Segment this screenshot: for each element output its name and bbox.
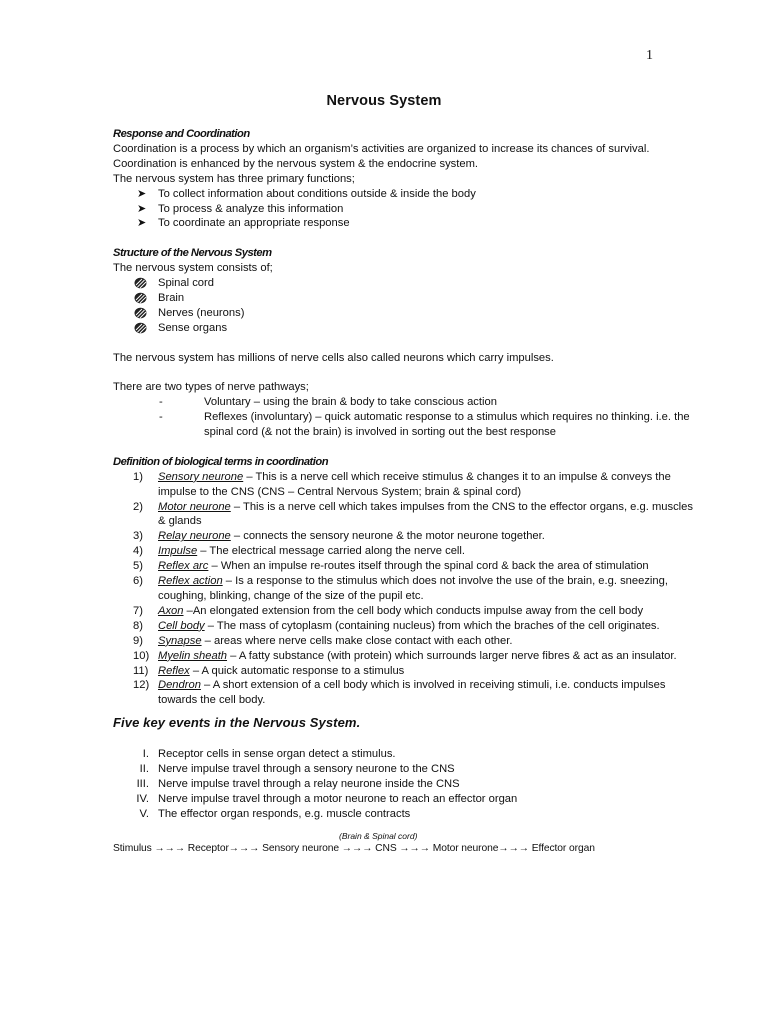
- term: Axon: [158, 604, 184, 617]
- definition: – This is a nerve cell which takes impulses from the CNS to the effector organs, e.g. muscles: [230, 500, 693, 513]
- arrow-bullet-icon: ➤: [137, 202, 147, 215]
- definition: – A fatty substance (with protein) which surrounds larger nerve fibres & act as an insulator.: [227, 649, 677, 662]
- definition: – When an impulse re-routes itself through the spinal cord & back the area of stimulation: [208, 560, 649, 573]
- section-heading-structure: Structure of the Nervous System: [113, 247, 272, 260]
- definition-item: [113, 500, 693, 530]
- pathway-flow-line: Stimulus →→→ Receptor→→→ Sensory neurone →→→ CNS →→→ Motor neurone→→→ Effector organ: [113, 842, 595, 854]
- hatched-disc-bullet-icon: [134, 292, 147, 304]
- hatched-disc-bullet-icon: [134, 307, 147, 319]
- list-item: Brain: [113, 291, 653, 306]
- item-number: 6): [133, 575, 143, 588]
- term: Reflex action: [158, 575, 223, 588]
- term: Sensory neurone: [158, 470, 244, 483]
- definition: – The mass of cytoplasm (containing nucleus) from which the braches of the cell originates.: [204, 619, 660, 632]
- section-heading-response-coordination: Response and Coordination: [113, 128, 250, 140]
- item-number: 9): [133, 634, 143, 647]
- event-item: [113, 747, 653, 762]
- roman-numeral: III.: [136, 777, 149, 790]
- definition: –An elongated extension from the cell body which conducts impulse away from the cell body: [183, 604, 644, 617]
- list-item: - Reflexes (involuntary) – quick automatic response to a stimulus which requires no thinking. i.e. the: [159, 411, 690, 424]
- term: Relay neurone: [158, 530, 231, 543]
- item-number: 10): [133, 649, 150, 662]
- definition-item: [113, 604, 653, 619]
- definition: – The electrical message carried along the nerve cell.: [197, 545, 465, 558]
- paragraph-line: The nervous system has three primary functions;: [113, 172, 355, 185]
- hatched-disc-bullet-icon: [134, 322, 147, 334]
- list-item: Sense organs: [113, 321, 653, 336]
- paragraph-line: The nervous system has millions of nerve cells also called neurons which carry impulses.: [113, 351, 554, 364]
- roman-numeral: IV.: [136, 792, 149, 805]
- definition: – A short extension of a cell body which is involved in receiving stimuli, i.e. conducts impulses: [200, 679, 666, 692]
- event-item: [113, 807, 653, 822]
- flow-annotation: (Brain & Spinal cord): [339, 830, 418, 841]
- item-number: 2): [133, 500, 143, 513]
- structure-list: [113, 276, 653, 336]
- definition-item: [113, 634, 653, 649]
- section-heading-five-key-events: Five key events in the Nervous System.: [113, 715, 361, 731]
- item-number: 12): [133, 679, 150, 692]
- item-number: 1): [133, 470, 143, 483]
- definition-item: [113, 619, 660, 634]
- item-number: 8): [133, 619, 143, 632]
- list-item: ➤ To collect information about conditions outside & inside the body: [137, 187, 476, 200]
- event-item: [113, 777, 653, 792]
- roman-numeral: V.: [139, 807, 149, 820]
- term: Motor neurone: [158, 500, 231, 513]
- list-item: ➤ To process & analyze this information: [137, 202, 344, 215]
- events-list: [113, 747, 653, 822]
- item-number: 11): [133, 664, 149, 677]
- definition-item: [113, 470, 671, 500]
- paragraph-line: The nervous system consists of;: [113, 262, 273, 275]
- definition-item: [113, 559, 653, 574]
- list-item-continuation: spinal cord (& not the brain) is involved in sorting out the best response: [204, 426, 556, 439]
- roman-numeral: I.: [142, 748, 149, 761]
- definition-continuation: towards the cell body.: [158, 694, 266, 707]
- definition-continuation: impulse to the CNS (CNS – Central Nervous System; brain & spinal cord): [158, 485, 522, 498]
- item-number: 4): [133, 545, 143, 558]
- list-item: ➤ To coordinate an appropriate response: [137, 217, 350, 230]
- definition-item: [113, 664, 653, 679]
- event-text: Receptor cells in sense organ detect a stimulus.: [158, 748, 396, 761]
- definition-item: [113, 678, 666, 708]
- event-item: [113, 792, 653, 807]
- paragraph-line: Coordination is enhanced by the nervous system & the endocrine system.: [113, 157, 479, 170]
- item-number: 7): [133, 604, 143, 617]
- event-item: [113, 762, 653, 777]
- section-heading-definitions: Definition of biological terms in coordination: [113, 455, 329, 468]
- term: Reflex: [158, 664, 190, 677]
- event-text: The effector organ responds, e.g. muscle contracts: [158, 807, 411, 820]
- term: Reflex arc: [158, 560, 209, 573]
- paragraph-line: Coordination is a process by which an organism’s activities are organized to increase its chances of survival.: [113, 142, 650, 155]
- definition-continuation: & glands: [158, 515, 202, 528]
- definition: – connects the sensory neurone & the motor neurone together.: [230, 530, 545, 543]
- definition: – Is a response to the stimulus which does not involve the use of the brain, e.g. sneezing,: [222, 575, 668, 588]
- definition-item: [113, 649, 677, 664]
- paragraph-line: There are two types of nerve pathways;: [113, 381, 309, 394]
- definitions-list: [113, 470, 693, 709]
- term: Myelin sheath: [158, 649, 228, 662]
- definition: – A quick automatic response to a stimulus: [189, 664, 405, 677]
- term: Synapse: [158, 634, 202, 647]
- definition-item: [113, 544, 653, 559]
- term: Impulse: [158, 545, 198, 558]
- definition-item: [113, 574, 668, 604]
- term: Cell body: [158, 619, 205, 632]
- document-body: [113, 127, 693, 857]
- item-number: 5): [133, 560, 143, 573]
- pathways-list: [113, 395, 690, 440]
- term: Dendron: [158, 679, 201, 692]
- page-title: Nervous System: [326, 93, 442, 109]
- arrow-bullet-icon: ➤: [137, 187, 147, 200]
- definition-continuation: coughing, blinking, change of the size of the pupil etc.: [158, 589, 424, 602]
- definition: – areas where nerve cells make close contact with each other.: [201, 634, 513, 647]
- event-text: Nerve impulse travel through a relay neurone inside the CNS: [158, 777, 460, 790]
- functions-list: [113, 187, 653, 232]
- list-item: - Voluntary – using the brain & body to take conscious action: [159, 396, 497, 409]
- definition-item: [113, 529, 653, 544]
- event-text: Nerve impulse travel through a sensory neurone to the CNS: [158, 763, 455, 776]
- hatched-disc-bullet-icon: [134, 277, 147, 289]
- item-number: 3): [133, 530, 143, 543]
- roman-numeral: II.: [139, 763, 149, 776]
- list-item: Spinal cord: [113, 276, 653, 291]
- list-item: Nerves (neurons): [113, 306, 653, 321]
- event-text: Nerve impulse travel through a motor neurone to reach an effector organ: [158, 792, 518, 805]
- page-number: 1: [646, 48, 653, 63]
- definition: – This is a nerve cell which receive stimulus & changes it to an impulse & conveys the: [243, 470, 671, 483]
- arrow-bullet-icon: ➤: [137, 217, 147, 230]
